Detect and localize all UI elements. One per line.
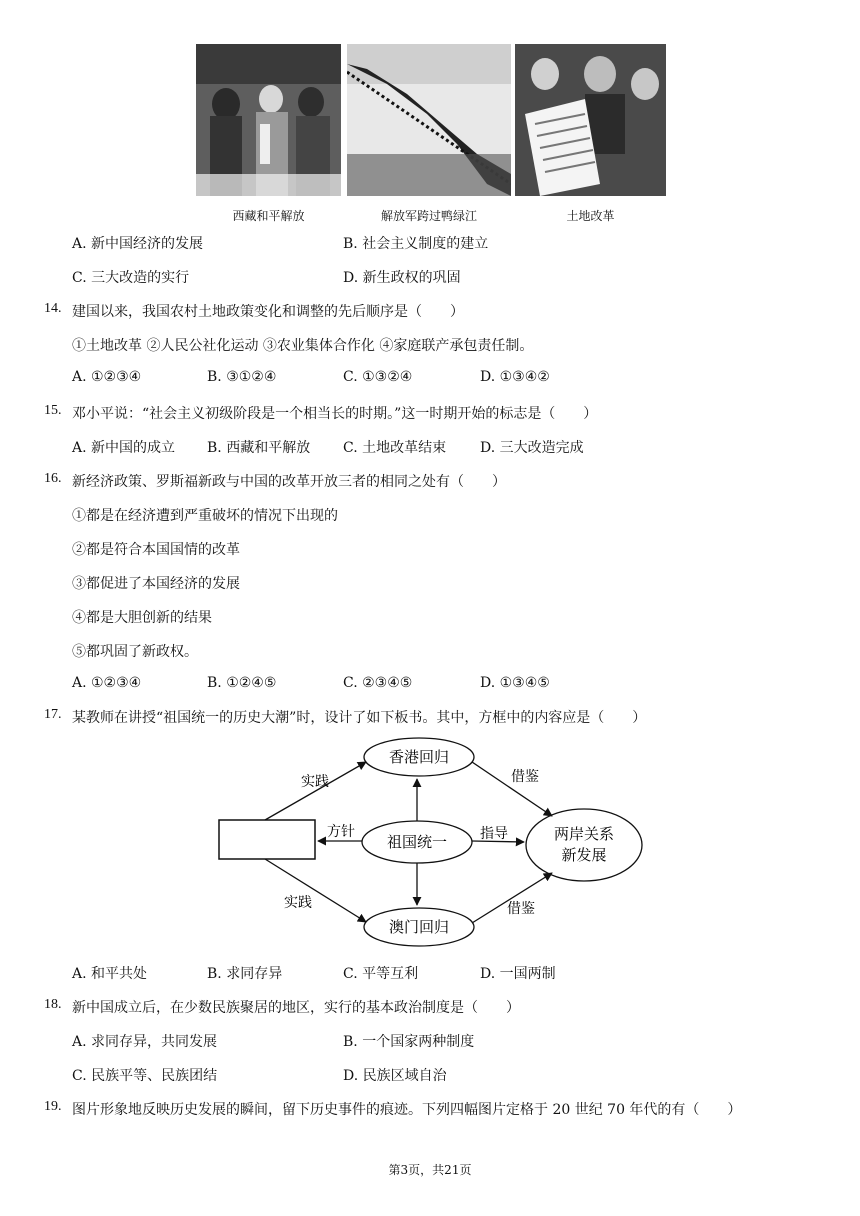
caption-yalu-river: 解放军跨过鸭绿江: [380, 209, 477, 223]
q13-option-d: D. 新生政权的巩固: [343, 270, 461, 286]
photo-yalu-river: [347, 44, 511, 196]
node-cross-strait-line1: 两岸关系: [553, 825, 615, 843]
q15-option-a: A. 新中国的成立: [72, 440, 176, 456]
q14-option-b: B. ③①②④: [207, 369, 277, 385]
node-cross-strait: [526, 809, 642, 881]
q17-option-c: C. 平等互利: [343, 966, 419, 982]
node-macau-label: 澳门回归: [388, 918, 450, 936]
q14-items: ①土地改革 ②人民公社化运动 ③农业集体合作化 ④家庭联产承包责任制。: [72, 338, 534, 354]
q16-item-4: ④都是大胆创新的结果: [72, 610, 212, 626]
q13-option-a: A. 新中国经济的发展: [72, 236, 204, 252]
q17-option-b: B. 求同存异: [207, 966, 283, 982]
q16-option-a: A. ①②③④: [72, 675, 142, 691]
q18-number: 18.: [44, 997, 62, 1012]
q18-option-d: D. 民族区域自治: [343, 1068, 447, 1084]
label-policy: 方针: [327, 824, 355, 840]
q17-option-a: A. 和平共处: [72, 966, 148, 982]
q17-stem: 某教师在讲授“祖国统一的历史大潮”时，设计了如下板书。其中，方框中的内容应是（ ）: [72, 710, 647, 726]
answer-blank-box: [219, 820, 315, 859]
q18-option-c: C. 民族平等、民族团结: [72, 1068, 218, 1084]
q16-item-1: ①都是在经济遭到严重破坏的情况下出现的: [72, 508, 338, 524]
q13-option-b: B. 社会主义制度的建立: [343, 236, 489, 252]
q15-option-d: D. 三大改造完成: [480, 440, 584, 456]
q16-number: 16.: [44, 471, 62, 486]
q15-stem: 邓小平说：“社会主义初级阶段是一个相当长的时期。”这一时期开始的标志是（ ）: [72, 406, 598, 422]
q16-option-c: C. ②③④⑤: [343, 675, 413, 691]
node-reunification-label: 祖国统一: [386, 833, 448, 851]
q18-option-a: A. 求同存异，共同发展: [72, 1034, 218, 1050]
q18-option-b: B. 一个国家两种制度: [343, 1034, 475, 1050]
q16-item-5: ⑤都巩固了新政权。: [72, 644, 198, 660]
q17-number: 17.: [44, 707, 62, 722]
photo-tibet: [196, 44, 341, 196]
q15-option-b: B. 西藏和平解放: [207, 440, 311, 456]
node-hong-kong-label: 香港回归: [388, 748, 450, 766]
q14-option-c: C. ①③②④: [343, 369, 413, 385]
reunification-diagram: [210, 735, 650, 950]
q16-option-b: B. ①②④⑤: [207, 675, 277, 691]
node-cross-strait-line2: 新发展: [561, 846, 607, 864]
label-practice-bottom: 实践: [284, 895, 312, 911]
q14-option-a: A. ①②③④: [72, 369, 142, 385]
photo-land-reform: [515, 44, 666, 196]
q16-option-d: D. ①③④⑤: [480, 675, 550, 691]
q18-stem: 新中国成立后，在少数民族聚居的地区，实行的基本政治制度是（ ）: [72, 1000, 520, 1016]
q19-stem: 图片形象地反映历史发展的瞬间，留下历史事件的痕迹。下列四幅图片定格于 20 世纪 70 年代的有（ ）: [72, 1102, 742, 1118]
label-reference-bottom: 借鉴: [507, 901, 535, 917]
caption-tibet: 西藏和平解放: [232, 209, 305, 223]
label-practice-top: 实践: [301, 774, 329, 790]
q15-number: 15.: [44, 403, 62, 418]
q14-stem: 建国以来，我国农村土地政策变化和调整的先后顺序是（ ）: [72, 304, 464, 320]
q16-stem: 新经济政策、罗斯福新政与中国的改革开放三者的相同之处有（ ）: [72, 474, 506, 490]
caption-land-reform: 土地改革: [566, 209, 615, 223]
photo-strip: [196, 44, 666, 229]
label-guide: 指导: [480, 826, 508, 842]
q14-number: 14.: [44, 301, 62, 316]
q14-option-d: D. ①③④②: [480, 369, 550, 385]
page-footer: 第3页，共21页: [388, 1163, 472, 1177]
label-reference-top: 借鉴: [511, 769, 539, 785]
q13-option-c: C. 三大改造的实行: [72, 270, 190, 286]
q16-item-2: ②都是符合本国国情的改革: [72, 542, 240, 558]
q17-option-d: D. 一国两制: [480, 966, 556, 982]
q19-number: 19.: [44, 1099, 62, 1114]
q16-item-3: ③都促进了本国经济的发展: [72, 576, 240, 592]
q15-option-c: C. 土地改革结束: [343, 440, 447, 456]
